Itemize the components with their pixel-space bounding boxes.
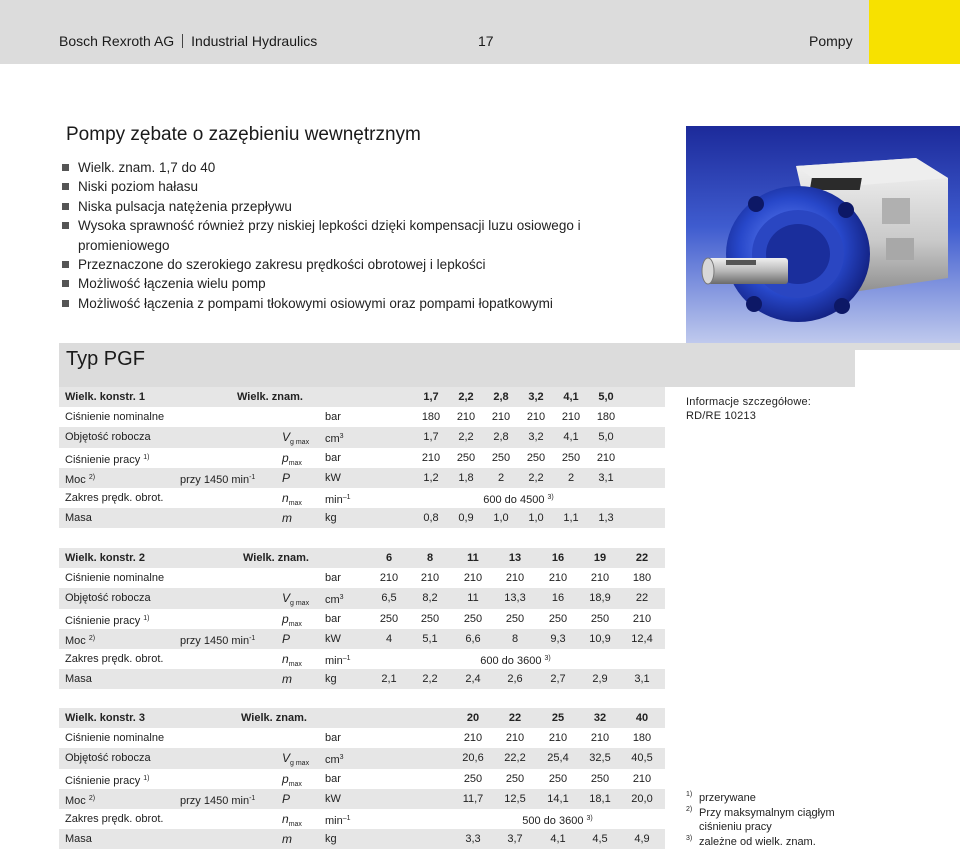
table-header-row: Wielk. konstr. 1 Wielk. znam. 1,7 2,2 2,8 3,2 4,1 5,0 [59, 387, 665, 407]
list-item: Niska pulsacja natężenia przepływu [62, 197, 662, 216]
bullet-icon [62, 261, 69, 268]
info-line: Informacje szczegółowe: [686, 396, 812, 408]
table-row: Moc $^{2)}$ przy 1450 $\min^{-1}$ P kW 11,7 12,5 14,1 18,1 20,0 [59, 789, 665, 809]
footnote-item: ciśnieniu pracy [699, 821, 772, 833]
type-band [59, 343, 855, 387]
brand [59, 33, 317, 49]
table-row: Objętość robocza $V_{g max}$ $cm^3$ 6,5 8,2 11 13,3 16 18,9 22 [59, 588, 665, 608]
brand-accent-block [869, 0, 960, 64]
table-row: Masa m kg 0,8 0,9 1,0 1,0 1,1 1,3 [59, 508, 665, 528]
spec-table-size-3 [59, 708, 665, 849]
division-name: Industrial Hydraulics [191, 33, 318, 49]
table-row: Zakres prędk. obrot. $n_{max}$ $\min^{-1}$ 600 do 3600 $^{3)}$ [65, 651, 551, 668]
spec-table-size-2 [59, 548, 665, 689]
page-header [0, 0, 960, 64]
list-item: Niski poziom hałasu [62, 177, 662, 196]
list-item: Wysoka sprawność również przy niskiej lepkości dzięki kompensacji luzu osiowego i promieniowego [62, 216, 662, 255]
info-line: RD/RE 10213 [686, 410, 757, 422]
table-row: Ciśnienie pracy $^{1)}$ $p_{max}$ bar 250 250 250 250 210 [65, 771, 652, 788]
table-row: Masa m kg 3,3 3,7 4,1 4,5 4,9 [59, 829, 665, 849]
page-number: 17 [478, 33, 494, 49]
table-row: Masa m kg 2,1 2,2 2,4 2,6 2,7 2,9 3,1 [59, 669, 665, 689]
table-header-row: Wielk. konstr. 3 Wielk. znam. 20 22 25 32 40 [59, 708, 665, 728]
list-item: Możliwość łączenia z pompami tłokowymi osiowymi oraz pompami łopatkowymi [62, 294, 662, 313]
table-row: Ciśnienie pracy $^{1)}$ $p_{max}$ bar 250 250 250 250 250 250 210 [65, 611, 652, 628]
table-row: Ciśnienie nominalne bar 210 210 210 210 180 [65, 732, 652, 745]
footnote-item: 3) zależne od wielk. znam. [686, 834, 816, 848]
table-row: Moc $^{2)}$ przy 1450 $\min^{-1}$ P kW 4 5,1 6,6 8 9,3 10,9 12,4 [59, 629, 665, 649]
feature-list [62, 158, 662, 313]
spec-table-size-1 [59, 387, 665, 528]
section-name: Pompy [809, 33, 853, 49]
list-item: Możliwość łączenia wielu pomp [62, 274, 662, 293]
table-row: Moc $^{2)}$ przy 1450 $\min^{-1}$ P kW 1,2 1,8 2 2,2 2 3,1 [59, 468, 665, 488]
info-box [686, 395, 811, 423]
pump-photo [686, 126, 960, 350]
table-row: Objętość robocza $V_{g max}$ $cm^3$ 1,7 2,2 2,8 3,2 4,1 5,0 [59, 427, 665, 447]
footnote-item: 2) Przy maksymalnym ciągłym [686, 805, 835, 819]
table-row: Zakres prędk. obrot. $n_{max}$ $\min^{-1}$ 500 do 3600 $^{3)}$ [65, 811, 593, 828]
type-title: Typ PGF [66, 348, 145, 370]
divider [182, 34, 183, 48]
page-title: Pompy zębate o zazębieniu wewnętrznym [66, 124, 421, 145]
bullet-icon [62, 183, 69, 190]
footnotes [686, 791, 835, 849]
bullet-icon [62, 222, 69, 229]
bullet-icon [62, 280, 69, 287]
table-header-row: Wielk. konstr. 2 Wielk. znam. 6 8 11 13 16 19 22 [59, 548, 665, 568]
table-row: Ciśnienie nominalne bar 210 210 210 210 210 210 180 [65, 572, 652, 585]
table-row: Objętość robocza $V_{g max}$ $cm^3$ 20,6 22,2 25,4 32,5 40,5 [59, 748, 665, 768]
list-item: Przeznaczone do szerokiego zakresu prędkości obrotowej i lepkości [62, 255, 662, 274]
list-item: Wielk. znam. 1,7 do 40 [62, 158, 662, 177]
footnote-item: 1) przerywane [686, 791, 756, 804]
bullet-icon [62, 203, 69, 210]
bullet-icon [62, 300, 69, 307]
table-row: Zakres prędk. obrot. $n_{max}$ $\min^{-1}$ 600 do 4500 $^{3)}$ [65, 490, 554, 507]
bullet-icon [62, 164, 69, 171]
photo-band [855, 343, 960, 350]
table-row: Ciśnienie nominalne bar 180 210 210 210 210 180 [65, 411, 616, 424]
company-name: Bosch Rexroth AG [59, 33, 175, 49]
table-row: Ciśnienie pracy $^{1)}$ $p_{max}$ bar 210 250 250 250 250 210 [65, 450, 616, 467]
